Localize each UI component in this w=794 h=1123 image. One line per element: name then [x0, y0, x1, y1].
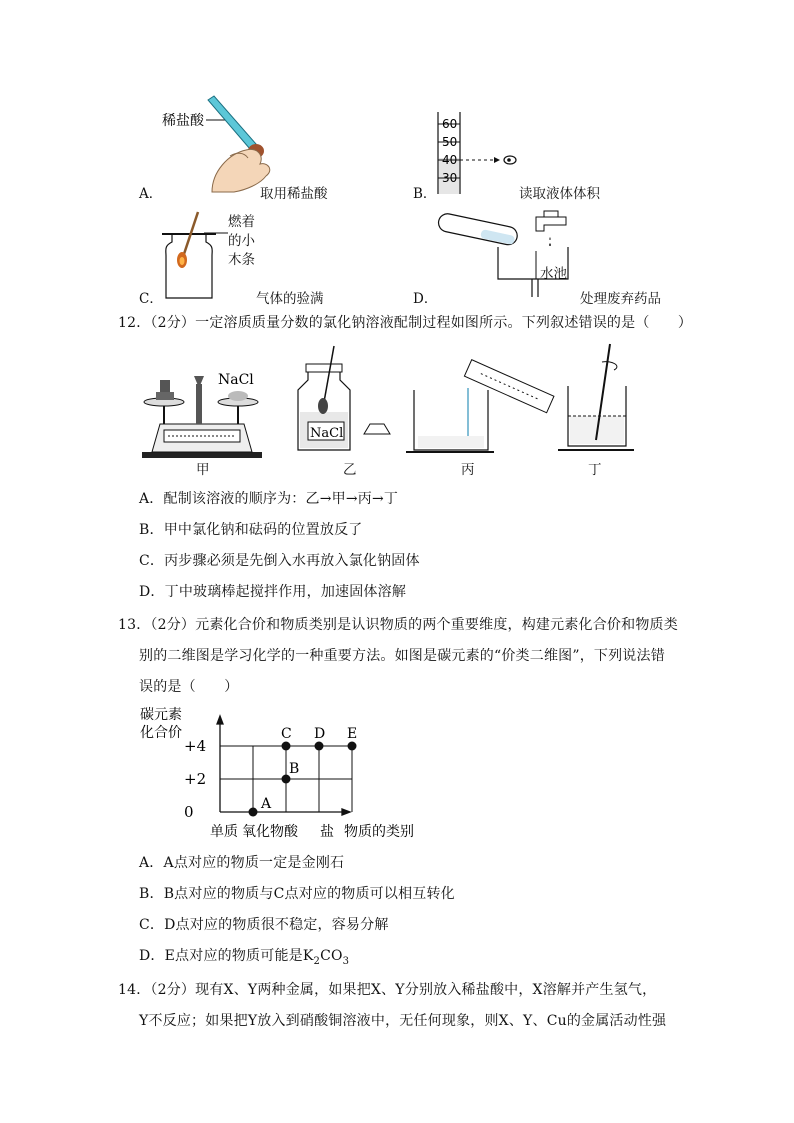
q12-stem: 12．（2分）一定溶质质量分数的氯化钠溶液配制过程如图所示。下列叙述错误的是（ ）	[118, 315, 693, 331]
tick-40: 40	[442, 153, 458, 167]
q12-option-c: C．丙步骤必须是先倒入水再放入氯化钠固体	[139, 553, 420, 569]
data-point-d	[315, 742, 324, 751]
data-point-c	[282, 742, 291, 751]
balance-nacl-label: NaCl	[218, 372, 254, 388]
q14-line-2: Y不反应；如果把Y放入到硝酸铜溶液中，无任何现象，则X、Y、Cu的金属活动性强	[139, 1013, 667, 1029]
option-c-callout-2: 的小	[228, 233, 255, 249]
x-category-label: 盐	[320, 824, 334, 840]
y-axis-label-line-2: 化合价	[140, 725, 182, 741]
q13-stem-line-1: 13．（2分）元素化合价和物质类别是认识物质的两个重要维度，构建元素化合价和物质类	[118, 617, 678, 633]
q12-figure	[138, 340, 638, 475]
q13-option-d	[139, 945, 349, 967]
option-d-letter: D．	[413, 291, 438, 307]
q13-option-d-text: D．E点对应的物质可能是	[139, 948, 303, 964]
y-tick-label: +4	[184, 737, 207, 755]
q14-line-1: 14．（2分）现有X、Y两种金属，如果把X、Y分别放入稀盐酸中，X溶解并产生氢气，	[118, 982, 657, 998]
x-category-label: 氧化物	[242, 824, 284, 840]
callout-label: 稀盐酸	[162, 113, 204, 129]
y-tick-label: 0	[184, 803, 194, 821]
caption-jia: 甲	[196, 462, 210, 478]
data-point-label-d: D	[314, 726, 326, 742]
bottle-nacl-label: NaCl	[310, 426, 344, 441]
option-d-caption: 处理废弃药品	[580, 291, 661, 307]
reagent-bottle-figure	[298, 346, 390, 450]
option-c-caption: 气体的验满	[256, 291, 324, 307]
y-axis-label-line-1: 碳元素	[140, 707, 182, 723]
data-point-label-e: E	[347, 726, 358, 742]
valence-category-chart	[138, 700, 428, 842]
q13-stem-line-2: 别的二维图是学习化学的一种重要方法。如图是碳元素的“价类二维图”，下列说法错	[139, 648, 665, 664]
caption-ding: 丁	[588, 462, 602, 478]
data-point-label-a: A	[261, 796, 272, 812]
caption-yi: 乙	[343, 462, 357, 478]
option-c-callout-1: 燃着	[228, 214, 255, 230]
data-point-label-c: C	[281, 726, 292, 742]
q12-option-b: B．甲中氯化钠和砝码的位置放反了	[139, 522, 363, 538]
x-category-label: 酸	[284, 824, 298, 840]
sink-label: 水池	[540, 266, 567, 282]
figure-c-gas-bottle	[158, 206, 220, 300]
figure-d-sink	[432, 203, 582, 299]
q12-option-d: D．丁中玻璃棒起搅拌作用，加速固体溶解	[139, 584, 407, 600]
balance-figure	[142, 372, 262, 458]
option-a-letter: A．	[139, 186, 163, 202]
tick-30: 30	[442, 171, 458, 185]
q12-option-a: A．配制该溶液的顺序为：乙→甲→丙→丁	[139, 491, 399, 507]
q13-option-a: A．A点对应的物质一定是金刚石	[139, 855, 345, 871]
y-axis-arrow	[217, 716, 223, 724]
figure-b-cylinder	[430, 112, 530, 194]
option-b-caption: 读取液体体积	[519, 186, 600, 202]
pouring-figure	[406, 360, 554, 452]
tick-50: 50	[442, 135, 458, 149]
data-point-label-b: B	[289, 761, 300, 777]
x-axis-label: 物质的类别	[344, 824, 414, 840]
q13-option-b: B．B点对应的物质与C点对应的物质可以相互转化	[139, 886, 455, 902]
data-point-e	[348, 742, 357, 751]
x-category-label: 单质	[210, 824, 238, 840]
data-point-a	[249, 808, 258, 817]
q13-option-c: C．D点对应的物质很不稳定，容易分解	[139, 917, 389, 933]
option-c-letter: C．	[139, 291, 163, 307]
x-axis-arrow	[342, 809, 350, 815]
q13-stem-line-3: 误的是（ ）	[139, 679, 239, 695]
option-c-callout-3: 木条	[228, 252, 255, 268]
option-a-caption: 取用稀盐酸	[260, 186, 328, 202]
q13-option-d-formula: $K_2CO_3$	[302, 948, 350, 967]
stirring-figure	[558, 344, 634, 450]
option-b-letter: B．	[413, 186, 437, 202]
y-tick-label: +2	[184, 770, 207, 788]
caption-bing: 丙	[461, 462, 475, 478]
tick-60: 60	[442, 117, 458, 131]
